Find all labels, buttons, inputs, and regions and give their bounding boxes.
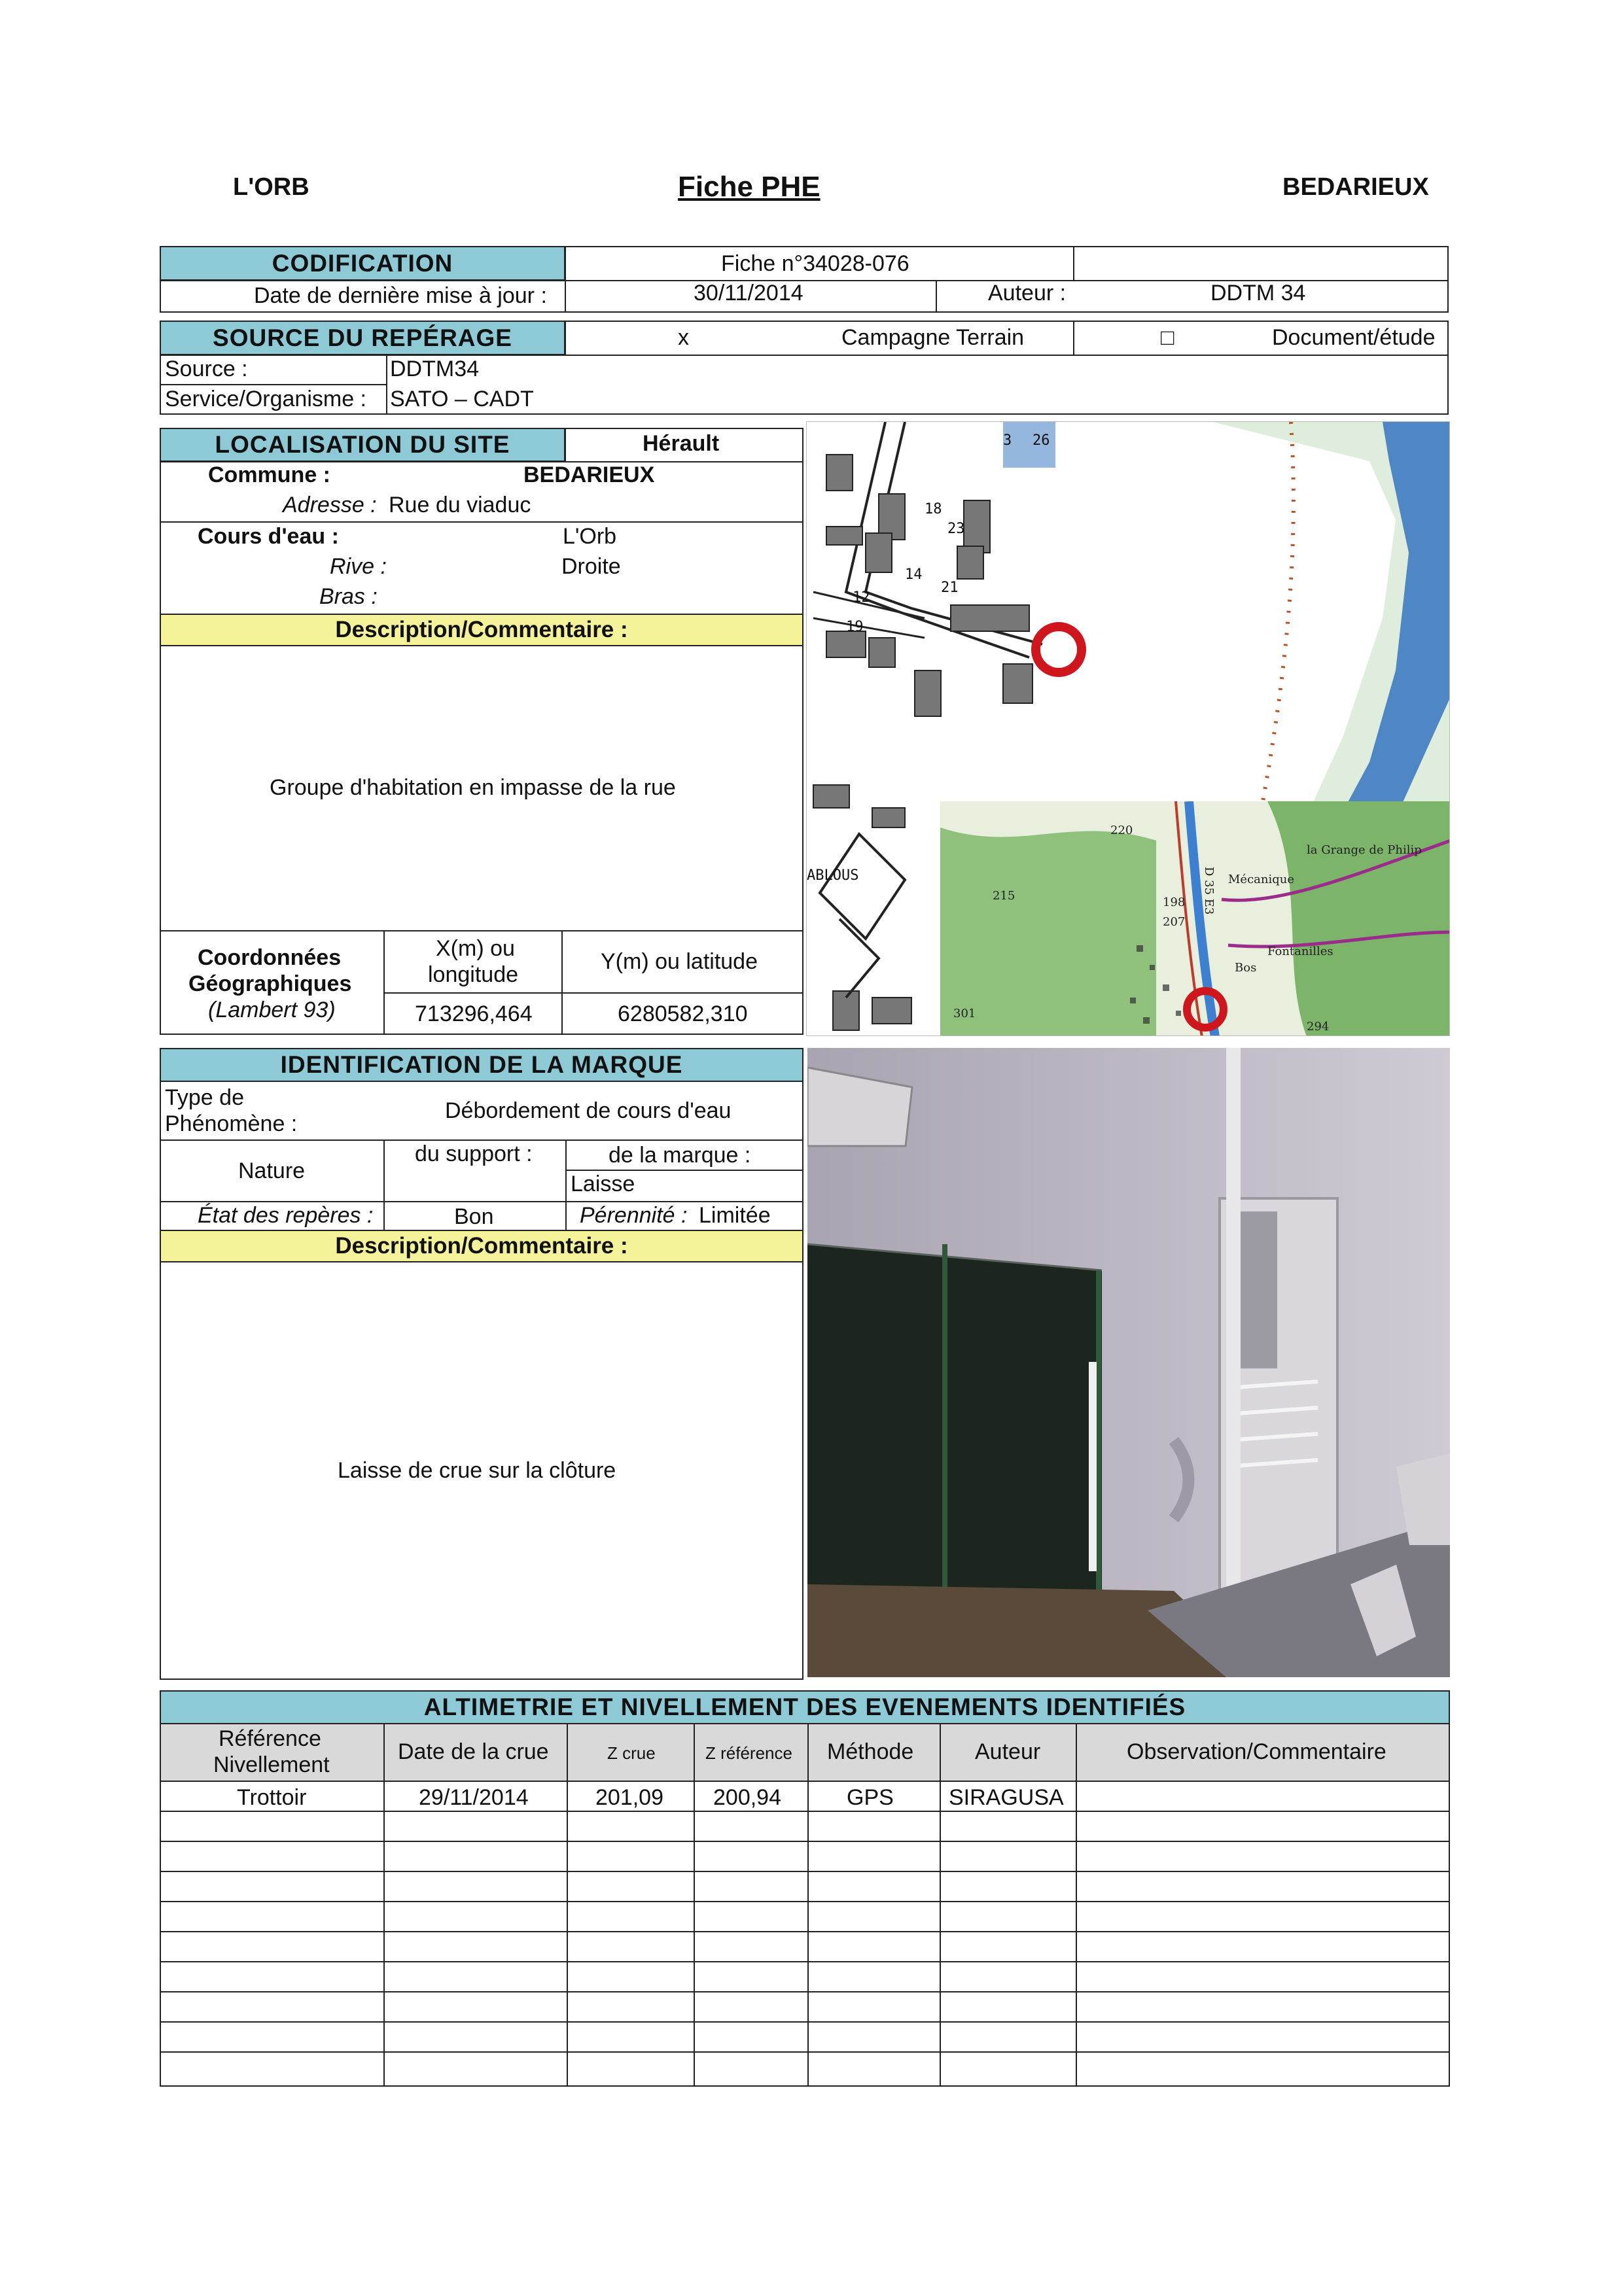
street-number-18: 18 [925, 501, 942, 517]
date-value: 30/11/2014 [694, 281, 803, 305]
topo-map-inset [940, 801, 1450, 1036]
col-header-zref: Z référence [705, 1743, 792, 1763]
col-header-observation: Observation/Commentaire [1127, 1739, 1386, 1764]
type-label-1: Type de [165, 1085, 244, 1110]
y-label: Y(m) ou latitude [601, 949, 758, 974]
table-row-divider [160, 1931, 1450, 1932]
support-label: du support : [415, 1141, 533, 1166]
table-row-divider [160, 1841, 1450, 1842]
topo-label-grange: la Grange de Philip [1307, 843, 1422, 857]
table-row-divider [160, 1871, 1450, 1872]
departement: Hérault [643, 431, 720, 456]
topo-label-215: 215 [993, 889, 1015, 903]
codification-heading: CODIFICATION [160, 246, 565, 281]
campagne-label: Campagne Terrain [841, 325, 1025, 350]
coord-label-3: (Lambert 93) [208, 998, 336, 1022]
localisation-heading: LOCALISATION DU SITE [160, 428, 565, 462]
commune-label: Commune : [208, 462, 330, 487]
coord-label-2: Géographiques [188, 971, 352, 996]
topo-label-220: 220 [1110, 824, 1133, 837]
table-row-divider [160, 2021, 1450, 2023]
x-label-1: X(m) ou [436, 936, 515, 961]
x-label-2: longitude [428, 962, 519, 987]
identification-desc-heading: Description/Commentaire : [160, 1230, 803, 1262]
table-row [161, 1782, 1449, 1812]
table-column-divider [807, 1724, 809, 2087]
source-heading: SOURCE DU REPÉRAGE [160, 321, 565, 355]
table-row-divider [160, 1961, 1450, 1962]
page-title: Fiche PHE [678, 171, 821, 203]
localisation-desc-text: Groupe d'habitation en impasse de la rue [270, 775, 676, 800]
topo-label-207: 207 [1163, 915, 1186, 929]
type-label-2: Phénomène : [165, 1111, 298, 1136]
location-map [806, 421, 1450, 1036]
perennite-label: Pérennité : [580, 1203, 688, 1228]
cell-methode: GPS [847, 1785, 894, 1810]
table-row-divider [160, 1991, 1450, 1992]
etat-value: Bon [454, 1204, 494, 1229]
table-column-divider [567, 1724, 568, 2087]
campagne-checkbox: x [678, 325, 689, 350]
altimetrie-heading: ALTIMETRIE ET NIVELLEMENT DES EVENEMENTS IDENTIFIÉS [160, 1690, 1450, 1724]
document-label: Document/étude [1272, 325, 1436, 350]
topo-label-road: D 35 E3 [1202, 867, 1216, 915]
table-row-divider [160, 1901, 1450, 1902]
col-header-date: Date de la crue [398, 1739, 549, 1764]
topo-label-294: 294 [1307, 1020, 1330, 1034]
marque-value: Laisse [571, 1172, 635, 1196]
nature-label: Nature [238, 1158, 306, 1183]
street-number-23: 23 [947, 521, 965, 537]
auteur-value: DDTM 34 [1210, 281, 1306, 305]
col-header-zcrue: Z crue [607, 1743, 656, 1763]
perennite-value: Limitée [699, 1203, 771, 1228]
street-number-26: 26 [1033, 432, 1050, 449]
document-checkbox: □ [1161, 325, 1174, 350]
adresse-label: Adresse : [283, 493, 377, 517]
topo-label-mecanique: Mécanique [1228, 873, 1295, 886]
etat-label: État des repères : [198, 1203, 374, 1228]
service-value: SATO – CADT [390, 387, 534, 411]
cours-value: L'Orb [563, 524, 617, 549]
commune-value: BEDARIEUX [523, 462, 655, 487]
table-column-divider [940, 1724, 941, 2087]
localisation-desc-heading: Description/Commentaire : [160, 614, 803, 646]
table-column-divider [383, 1724, 385, 2087]
service-label: Service/Organisme : [165, 387, 366, 411]
col-header-methode: Méthode [827, 1739, 914, 1764]
street-number-19: 19 [846, 619, 864, 635]
coord-label-1: Coordonnées [198, 945, 342, 970]
col-header-reference-2: Nivellement [213, 1752, 330, 1777]
street-number-3: 3 [1003, 432, 1012, 449]
street-number-12: 12 [853, 589, 870, 606]
street-number-14: 14 [905, 566, 923, 583]
rive-value: Droite [561, 554, 621, 579]
y-value: 6280582,310 [618, 1001, 748, 1026]
topo-label-301: 301 [953, 1007, 976, 1020]
source-value: DDTM34 [390, 357, 480, 381]
auteur-label: Auteur : [988, 281, 1067, 305]
identification-heading: IDENTIFICATION DE LA MARQUE [160, 1048, 803, 1082]
bras-label: Bras : [319, 584, 378, 609]
source-label: Source : [165, 357, 248, 381]
cell-zref: 200,94 [713, 1785, 781, 1810]
rive-label: Rive : [330, 554, 387, 579]
flood-mark-photo [807, 1048, 1450, 1677]
date-label: Date de dernière mise à jour : [254, 283, 547, 308]
street-name: ABLOUS [807, 867, 859, 884]
topo-label-198: 198 [1163, 896, 1186, 909]
topo-label-bos: Bos [1235, 961, 1257, 975]
table-column-divider [694, 1724, 695, 2087]
cours-label: Cours d'eau : [198, 524, 339, 549]
cell-zcrue: 201,09 [595, 1785, 663, 1810]
topo-label-fontanilles: Fontanilles [1267, 945, 1333, 958]
type-value: Débordement de cours d'eau [445, 1098, 732, 1123]
x-value: 713296,464 [415, 1001, 533, 1026]
table-column-divider [1076, 1724, 1077, 2087]
table-row-divider [160, 2051, 1450, 2053]
identification-desc-text: Laisse de crue sur la clôture [338, 1458, 616, 1483]
street-number-21: 21 [941, 580, 959, 596]
adresse-value: Rue du viaduc [389, 493, 531, 517]
cell-reference: Trottoir [237, 1785, 307, 1810]
col-header-auteur: Auteur [975, 1739, 1041, 1764]
marque-label: de la marque : [609, 1143, 751, 1168]
header-commune: BEDARIEUX [1282, 173, 1429, 201]
header-river: L'ORB [233, 173, 309, 201]
col-header-reference-1: Référence [219, 1726, 321, 1751]
cell-auteur: SIRAGUSA [949, 1785, 1064, 1810]
cell-date: 29/11/2014 [419, 1785, 529, 1810]
fiche-number: Fiche n°34028-076 [721, 251, 909, 276]
